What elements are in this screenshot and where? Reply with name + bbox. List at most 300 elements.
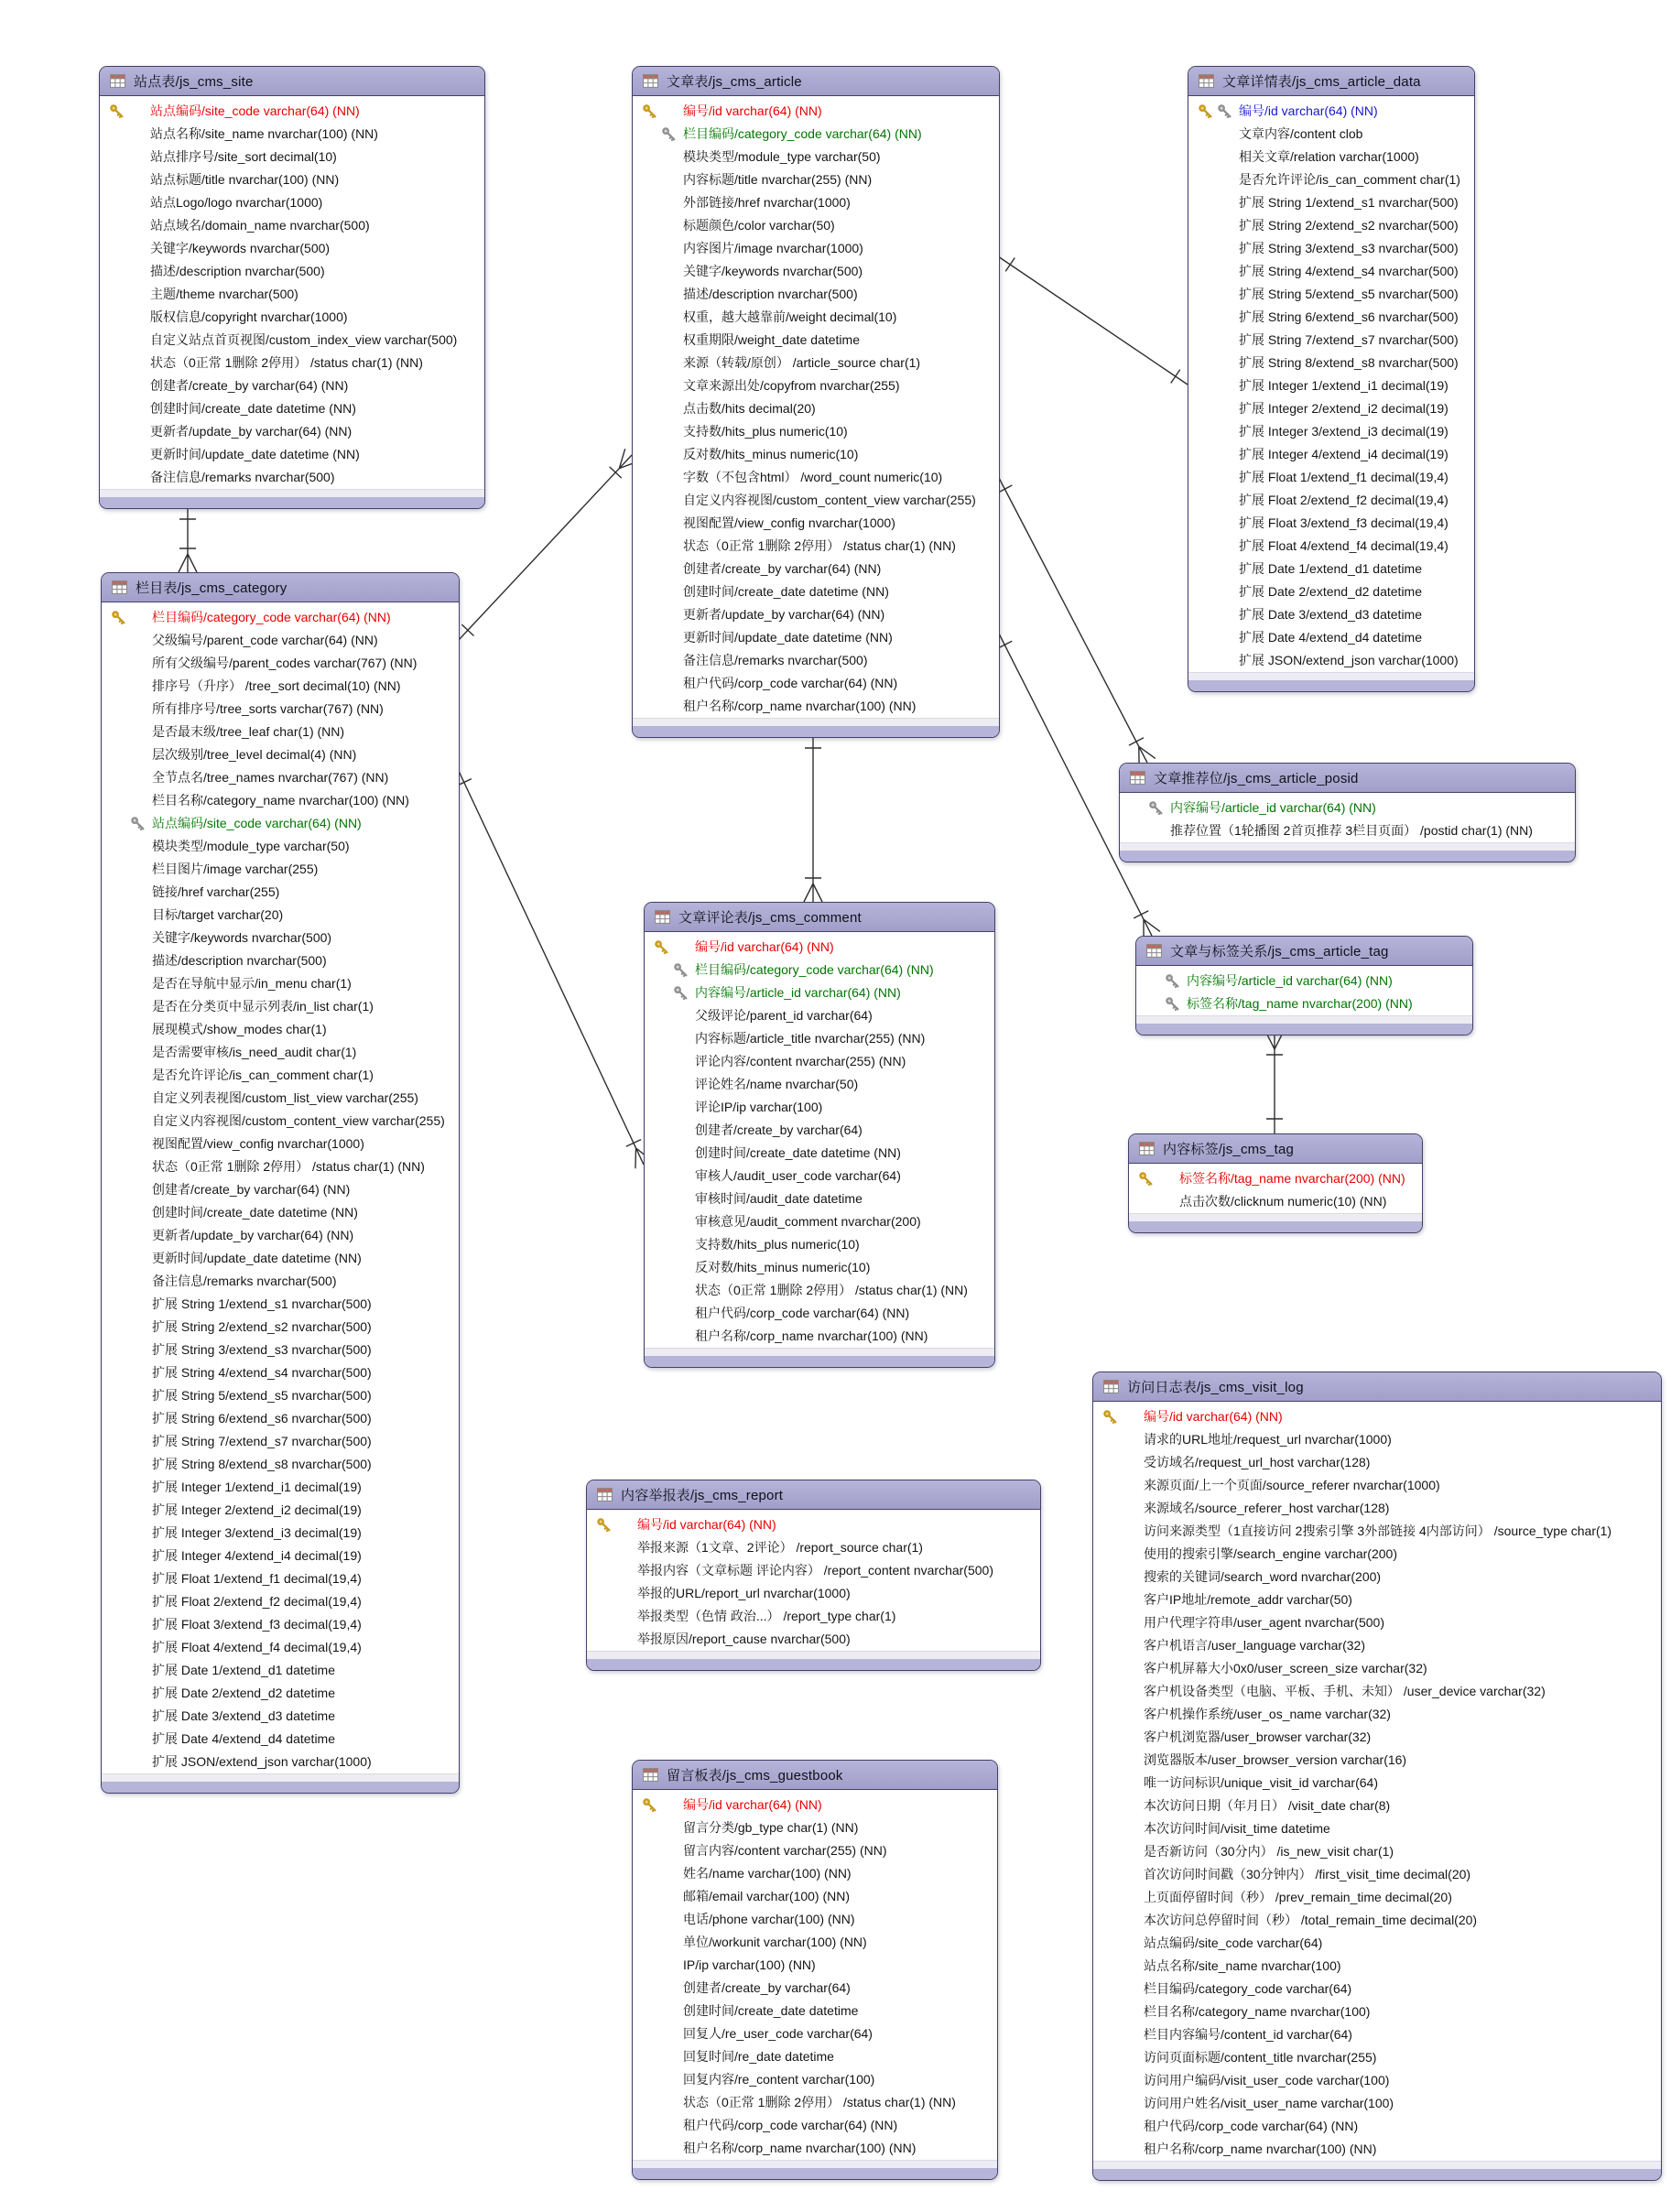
field-label: 标签名称/tag_name nvarchar(200) (NN) <box>1179 1171 1405 1186</box>
field-row-js_cms_category <box>102 1133 459 1155</box>
field-label: 内容编号/article_id varchar(64) (NN) <box>1170 800 1376 815</box>
field-label: 请求的URL地址/request_url nvarchar(1000) <box>1144 1432 1392 1447</box>
field-row-js_cms_visit_log <box>1093 1772 1661 1795</box>
field-row-js_cms_visit_log <box>1093 1955 1661 1978</box>
field-row-js_cms_article_tag <box>1136 992 1472 1015</box>
field-label: 自定义内容视图/custom_content_view varchar(255) <box>152 1113 445 1128</box>
field-row-js_cms_guestbook <box>633 1816 997 1839</box>
field-label: 扩展 Float 1/extend_f1 decimal(19,4) <box>1239 470 1449 484</box>
field-row-js_cms_guestbook <box>633 1885 997 1908</box>
field-row-js_cms_visit_log <box>1093 2138 1661 2161</box>
field-label: 层次级别/tree_level decimal(4) (NN) <box>152 747 357 762</box>
field-row-js_cms_article_data <box>1188 466 1474 489</box>
field-label: 站点编码/site_code varchar(64) (NN) <box>150 103 360 118</box>
field-label: 自定义内容视图/custom_content_view varchar(255) <box>683 493 976 507</box>
table-field-list <box>1136 966 1472 1015</box>
table-field-list <box>587 1510 1040 1651</box>
field-label: 是否允许评论/is_can_comment char(1) <box>152 1068 374 1082</box>
field-row-js_cms_article <box>633 283 999 306</box>
field-label: 栏目编码/category_code varchar(64) <box>1144 1981 1352 1996</box>
field-label: 备注信息/remarks nvarchar(500) <box>150 470 335 484</box>
field-row-js_cms_guestbook <box>633 2000 997 2022</box>
table-footer-inner <box>1188 672 1474 680</box>
table-footer <box>100 497 484 508</box>
field-label: 推荐位置（1轮播图 2首页推荐 3栏目页面） /postid char(1) (NN) <box>1170 823 1533 838</box>
field-row-js_cms_category <box>102 789 459 812</box>
field-row-js_cms_article_data <box>1188 397 1474 420</box>
field-label: 更新时间/update_date datetime (NN) <box>683 630 893 645</box>
table-title: 栏目表/js_cms_category <box>136 580 288 596</box>
table-field-list <box>633 96 999 718</box>
field-label: 站点Logo/logo nvarchar(1000) <box>150 195 323 210</box>
field-label: 举报原因/report_cause nvarchar(500) <box>637 1632 851 1646</box>
field-row-js_cms_article_data <box>1188 580 1474 603</box>
field-row-js_cms_comment <box>645 936 994 959</box>
table-header <box>633 67 999 96</box>
table-footer <box>102 1782 459 1793</box>
foreign-key-icon <box>130 816 146 831</box>
field-row-js_cms_comment <box>645 1279 994 1302</box>
field-row-js_cms_category <box>102 629 459 652</box>
field-label: 扩展 Date 3/extend_d3 datetime <box>1239 607 1423 622</box>
field-label: 扩展 JSON/extend_json varchar(1000) <box>152 1754 372 1769</box>
field-row-js_cms_visit_log <box>1093 1749 1661 1772</box>
field-row-js_cms_category <box>102 743 459 766</box>
field-row-js_cms_category <box>102 1247 459 1270</box>
field-row-js_cms_article <box>633 100 999 123</box>
field-row-js_cms_visit_log <box>1093 1497 1661 1520</box>
table-header <box>100 67 484 96</box>
field-row-js_cms_article_data <box>1188 306 1474 329</box>
field-label: 是否在分类页中显示列表/in_list char(1) <box>152 999 374 1014</box>
table-icon <box>110 74 125 88</box>
field-label: 留言分类/gb_type char(1) (NN) <box>683 1820 859 1835</box>
field-label: 创建者/create_by varchar(64) (NN) <box>150 378 349 393</box>
table-js_cms_report[interactable] <box>586 1480 1041 1671</box>
field-row-js_cms_category <box>102 1522 459 1545</box>
table-js_cms_article_tag[interactable] <box>1135 936 1473 1036</box>
field-row-js_cms_category <box>102 1407 459 1430</box>
field-row-js_cms_visit_log <box>1093 1451 1661 1474</box>
field-label: 自定义列表视图/custom_list_view varchar(255) <box>152 1090 418 1105</box>
field-row-js_cms_category <box>102 1751 459 1773</box>
field-label: 描述/description nvarchar(500) <box>683 287 858 301</box>
field-label: 租户名称/corp_name nvarchar(100) (NN) <box>683 2141 917 2155</box>
field-row-js_cms_guestbook <box>633 1839 997 1862</box>
field-label: 模块类型/module_type varchar(50) <box>683 149 881 164</box>
field-label: 单位/workunit varchar(100) (NN) <box>683 1935 867 1949</box>
field-label: 留言内容/content varchar(255) (NN) <box>683 1843 887 1858</box>
field-label: 扩展 JSON/extend_json varchar(1000) <box>1239 653 1459 667</box>
field-row-js_cms_article <box>633 306 999 329</box>
field-row-js_cms_article_data <box>1188 352 1474 374</box>
field-row-js_cms_report <box>587 1536 1040 1559</box>
field-label: 来源页面/上一个页面/source_referer nvarchar(1000) <box>1144 1478 1440 1492</box>
field-label: 站点编码/site_code varchar(64) <box>1144 1936 1323 1950</box>
field-row-js_cms_guestbook <box>633 1862 997 1885</box>
field-label: 父级编号/parent_code varchar(64) (NN) <box>152 633 378 647</box>
field-row-js_cms_category <box>102 1155 459 1178</box>
table-js_cms_category[interactable] <box>101 572 460 1794</box>
field-label: 栏目内容编号/content_id varchar(64) <box>1144 2027 1352 2042</box>
field-label: 客户IP地址/remote_addr varchar(50) <box>1144 1592 1352 1607</box>
field-label: 展现模式/show_modes char(1) <box>152 1022 327 1036</box>
field-row-js_cms_visit_log <box>1093 1840 1661 1863</box>
primary-key-icon <box>642 103 657 119</box>
table-title: 访问日志表/js_cms_visit_log <box>1127 1380 1304 1395</box>
field-row-js_cms_category <box>102 1041 459 1064</box>
field-row-js_cms_visit_log <box>1093 1978 1661 2001</box>
field-row-js_cms_site <box>100 443 484 466</box>
field-label: 是否新访问（30分内） /is_new_visit char(1) <box>1144 1844 1394 1859</box>
field-label: 举报类型（色情 政治...） /report_type char(1) <box>637 1609 896 1623</box>
field-label: 租户代码/corp_code varchar(64) (NN) <box>695 1306 910 1320</box>
field-row-js_cms_guestbook <box>633 2022 997 2045</box>
field-row-js_cms_article <box>633 695 999 718</box>
field-row-js_cms_site <box>100 283 484 306</box>
table-js_cms_article_data[interactable] <box>1188 66 1475 692</box>
field-row-js_cms_site <box>100 329 484 352</box>
field-row-js_cms_article_data <box>1188 123 1474 146</box>
field-label: 租户名称/corp_name nvarchar(100) (NN) <box>1144 2142 1377 2156</box>
field-row-js_cms_comment <box>645 1050 994 1073</box>
field-row-js_cms_site <box>100 123 484 146</box>
field-label: 内容标题/article_title nvarchar(255) (NN) <box>695 1031 926 1046</box>
field-row-js_cms_article_posid <box>1120 797 1575 819</box>
field-label: 站点名称/site_name nvarchar(100) (NN) <box>150 126 378 141</box>
field-label: 编号/id varchar(64) (NN) <box>637 1517 776 1532</box>
field-row-js_cms_article <box>633 237 999 260</box>
field-label: 审核意见/audit_comment nvarchar(200) <box>695 1214 921 1229</box>
field-label: 反对数/hits_minus numeric(10) <box>695 1260 871 1274</box>
table-js_cms_site[interactable] <box>99 66 485 509</box>
foreign-key-icon <box>1165 996 1180 1012</box>
field-label: 扩展 Date 2/extend_d2 datetime <box>1239 584 1423 599</box>
field-label: 电话/phone varchar(100) (NN) <box>683 1912 855 1926</box>
field-row-js_cms_article_tag <box>1136 970 1472 992</box>
field-row-js_cms_category <box>102 1545 459 1567</box>
field-label: 创建者/create_by varchar(64) (NN) <box>152 1182 351 1197</box>
field-row-js_cms_visit_log <box>1093 1932 1661 1955</box>
field-label: 创建时间/create_date datetime <box>683 2003 859 2018</box>
field-label: 编号/id varchar(64) (NN) <box>683 1797 822 1812</box>
field-label: 栏目编码/category_code varchar(64) (NN) <box>695 962 934 977</box>
field-label: 状态（0正常 1删除 2停用） /status char(1) (NN) <box>152 1159 425 1174</box>
field-label: 扩展 String 3/extend_s3 nvarchar(500) <box>152 1342 372 1357</box>
field-label: 关键字/keywords nvarchar(500) <box>683 264 863 278</box>
field-label: 来源域名/source_referer_host varchar(128) <box>1144 1501 1390 1515</box>
field-label: 扩展 String 4/extend_s4 nvarchar(500) <box>152 1365 372 1380</box>
table-js_cms_guestbook[interactable] <box>632 1760 998 2180</box>
field-label: 状态（0正常 1删除 2停用） /status char(1) (NN) <box>683 538 956 553</box>
field-row-js_cms_article_posid <box>1120 819 1575 842</box>
field-label: 回复时间/re_date datetime <box>683 2049 834 2064</box>
field-row-js_cms_category <box>102 881 459 904</box>
field-label: 租户名称/corp_name nvarchar(100) (NN) <box>695 1328 928 1343</box>
table-icon <box>112 580 127 594</box>
field-label: 备注信息/remarks nvarchar(500) <box>683 653 868 667</box>
field-label: 是否最末级/tree_leaf char(1) (NN) <box>152 724 345 739</box>
field-label: 评论姓名/name nvarchar(50) <box>695 1077 859 1091</box>
field-row-js_cms_article_data <box>1188 603 1474 626</box>
table-footer <box>1093 2169 1661 2180</box>
field-row-js_cms_site <box>100 397 484 420</box>
field-row-js_cms_article_data <box>1188 329 1474 352</box>
field-row-js_cms_article_data <box>1188 626 1474 649</box>
table-footer <box>645 1356 994 1367</box>
field-label: 扩展 Float 3/extend_f3 decimal(19,4) <box>1239 515 1449 530</box>
field-label: 访问页面标题/content_title nvarchar(255) <box>1144 2050 1377 2065</box>
field-label: 扩展 Integer 4/extend_i4 decimal(19) <box>1239 447 1449 461</box>
field-row-js_cms_guestbook <box>633 2045 997 2068</box>
field-row-js_cms_category <box>102 995 459 1018</box>
table-icon <box>655 910 670 924</box>
field-row-js_cms_article_data <box>1188 100 1474 123</box>
field-row-js_cms_report <box>587 1559 1040 1582</box>
table-field-list <box>1093 1402 1661 2161</box>
field-label: 权重，越大越靠前/weight decimal(10) <box>683 309 897 324</box>
table-icon <box>597 1488 613 1502</box>
field-row-js_cms_comment <box>645 1027 994 1050</box>
field-row-js_cms_category <box>102 1361 459 1384</box>
field-label: 全节点名/tree_names nvarchar(767) (NN) <box>152 770 389 785</box>
field-row-js_cms_article <box>633 374 999 397</box>
field-row-js_cms_comment <box>645 1210 994 1233</box>
field-row-js_cms_category <box>102 1613 459 1636</box>
field-label: 租户代码/corp_code varchar(64) (NN) <box>683 2118 898 2132</box>
field-row-js_cms_article_data <box>1188 649 1474 672</box>
field-row-js_cms_guestbook <box>633 2137 997 2160</box>
field-label: 站点标题/title nvarchar(100) (NN) <box>150 172 340 187</box>
table-icon <box>643 74 658 88</box>
field-label: 内容编号/article_id varchar(64) (NN) <box>1187 973 1393 988</box>
table-icon <box>1199 74 1214 88</box>
table-header <box>1120 764 1575 793</box>
field-row-js_cms_visit_log <box>1093 1428 1661 1451</box>
field-label: 访问用户编码/visit_user_code varchar(100) <box>1144 2073 1390 2087</box>
field-label: 栏目图片/image varchar(255) <box>152 862 319 876</box>
field-label: 描述/description nvarchar(500) <box>150 264 325 278</box>
field-row-js_cms_article <box>633 329 999 352</box>
field-label: 编号/id varchar(64) (NN) <box>695 939 834 954</box>
field-label: 访问用户姓名/visit_user_name varchar(100) <box>1144 2096 1394 2110</box>
field-label: 扩展 Float 4/extend_f4 decimal(19,4) <box>1239 538 1449 553</box>
field-row-js_cms_tag <box>1129 1190 1422 1213</box>
foreign-key-icon <box>1217 103 1232 119</box>
field-label: 更新者/update_by varchar(64) (NN) <box>683 607 885 622</box>
field-row-js_cms_category <box>102 949 459 972</box>
foreign-key-icon <box>661 126 677 142</box>
field-row-js_cms_category <box>102 1453 459 1476</box>
field-label: 相关文章/relation varchar(1000) <box>1239 149 1419 164</box>
field-label: 扩展 String 5/extend_s5 nvarchar(500) <box>152 1388 372 1403</box>
field-label: 栏目编码/category_code varchar(64) (NN) <box>152 610 391 624</box>
field-row-js_cms_comment <box>645 1233 994 1256</box>
field-label: 主题/theme nvarchar(500) <box>150 287 298 301</box>
table-js_cms_article[interactable] <box>632 66 1000 738</box>
field-label: 扩展 Integer 3/extend_i3 decimal(19) <box>152 1525 362 1540</box>
field-label: 视图配置/view_config nvarchar(1000) <box>683 515 895 530</box>
field-row-js_cms_category <box>102 675 459 698</box>
field-label: 审核时间/audit_date datetime <box>695 1191 863 1206</box>
field-label: 扩展 String 2/extend_s2 nvarchar(500) <box>152 1319 372 1334</box>
table-footer-inner <box>1129 1213 1422 1221</box>
table-header <box>633 1761 997 1790</box>
field-label: 扩展 Integer 1/extend_i1 decimal(19) <box>152 1480 362 1494</box>
field-label: 所有父级编号/parent_codes varchar(767) (NN) <box>152 656 418 670</box>
connector-category-comment <box>457 769 652 1168</box>
field-label: 标题颜色/color varchar(50) <box>683 218 835 233</box>
field-label: 站点名称/site_name nvarchar(100) <box>1144 1958 1341 1973</box>
table-footer <box>1129 1221 1422 1232</box>
field-label: 扩展 Date 2/extend_d2 datetime <box>152 1686 336 1700</box>
field-label: 租户名称/corp_name nvarchar(100) (NN) <box>683 699 917 713</box>
field-row-js_cms_site <box>100 146 484 168</box>
field-label: 扩展 String 5/extend_s5 nvarchar(500) <box>1239 287 1459 301</box>
field-label: 扩展 String 7/extend_s7 nvarchar(500) <box>152 1434 372 1448</box>
field-label: 是否在导航中显示/in_menu char(1) <box>152 976 352 991</box>
table-footer-inner <box>1120 842 1575 851</box>
field-row-js_cms_article_data <box>1188 146 1474 168</box>
field-label: 支持数/hits_plus numeric(10) <box>695 1237 860 1252</box>
table-js_cms_tag[interactable] <box>1128 1133 1423 1233</box>
table-field-list <box>102 602 459 1773</box>
connector-article-article_data <box>998 256 1188 385</box>
table-icon <box>1146 944 1162 958</box>
field-label: 扩展 Date 4/extend_d4 datetime <box>1239 630 1423 645</box>
field-label: 编号/id varchar(64) (NN) <box>1144 1409 1283 1424</box>
primary-key-icon <box>1102 1409 1118 1425</box>
field-row-js_cms_category <box>102 1682 459 1705</box>
field-row-js_cms_category <box>102 1339 459 1361</box>
field-label: 扩展 String 4/extend_s4 nvarchar(500) <box>1239 264 1459 278</box>
field-label: 更新时间/update_date datetime (NN) <box>152 1251 362 1265</box>
field-label: 栏目编码/category_code varchar(64) (NN) <box>683 126 922 141</box>
field-row-js_cms_category <box>102 1728 459 1751</box>
field-label: 链接/href varchar(255) <box>152 884 280 899</box>
table-footer <box>1136 1024 1472 1035</box>
field-row-js_cms_guestbook <box>633 2114 997 2137</box>
field-row-js_cms_site <box>100 214 484 237</box>
field-row-js_cms_visit_log <box>1093 1817 1661 1840</box>
table-js_cms_visit_log[interactable] <box>1092 1372 1662 2181</box>
field-label: 是否需要审核/is_need_audit char(1) <box>152 1045 357 1059</box>
field-row-js_cms_article_data <box>1188 512 1474 535</box>
field-row-js_cms_article <box>633 397 999 420</box>
field-label: 点击次数/clicknum numeric(10) (NN) <box>1179 1194 1387 1209</box>
table-js_cms_comment[interactable] <box>644 902 995 1368</box>
field-row-js_cms_comment <box>645 1256 994 1279</box>
field-label: 内容编号/article_id varchar(64) (NN) <box>695 985 901 1000</box>
field-label: 浏览器版本/user_browser_version varchar(16) <box>1144 1752 1407 1767</box>
field-row-js_cms_category <box>102 1705 459 1728</box>
field-row-js_cms_category <box>102 1201 459 1224</box>
field-label: 所有排序号/tree_sorts varchar(767) (NN) <box>152 701 384 716</box>
field-label: 文章内容/content clob <box>1239 126 1363 141</box>
table-js_cms_article_posid[interactable] <box>1119 763 1576 862</box>
field-row-js_cms_comment <box>645 1302 994 1325</box>
field-row-js_cms_article <box>633 649 999 672</box>
primary-key-icon <box>1198 103 1213 119</box>
table-title: 站点表/js_cms_site <box>134 74 254 90</box>
field-row-js_cms_article_data <box>1188 191 1474 214</box>
field-row-js_cms_comment <box>645 1165 994 1187</box>
field-label: 租户代码/corp_code varchar(64) (NN) <box>1144 2119 1359 2133</box>
table-title: 文章与标签关系/js_cms_article_tag <box>1170 944 1389 960</box>
field-row-js_cms_article <box>633 580 999 603</box>
field-label: 是否允许评论/is_can_comment char(1) <box>1239 172 1460 187</box>
field-label: 回复内容/re_content varchar(100) <box>683 2072 875 2087</box>
field-label: 扩展 String 7/extend_s7 nvarchar(500) <box>1239 332 1459 347</box>
field-row-js_cms_category <box>102 1659 459 1682</box>
field-row-js_cms_category <box>102 1430 459 1453</box>
field-label: 字数（不包含html） /word_count numeric(10) <box>683 470 943 484</box>
table-footer-inner <box>100 489 484 497</box>
field-row-js_cms_article <box>633 191 999 214</box>
field-row-js_cms_article <box>633 626 999 649</box>
field-label: 站点排序号/site_sort decimal(10) <box>150 149 337 164</box>
field-label: 扩展 String 8/extend_s8 nvarchar(500) <box>152 1457 372 1471</box>
table-title: 留言板表/js_cms_guestbook <box>667 1768 843 1784</box>
table-footer <box>587 1659 1040 1670</box>
field-label: 客户机设备类型（电脑、平板、手机、未知） /user_device varchar(32) <box>1144 1684 1546 1698</box>
field-row-js_cms_visit_log <box>1093 1886 1661 1909</box>
field-label: 点击数/hits decimal(20) <box>683 401 816 416</box>
table-icon <box>1139 1142 1155 1155</box>
field-row-js_cms_article_data <box>1188 237 1474 260</box>
field-label: 内容标题/title nvarchar(255) (NN) <box>683 172 873 187</box>
field-row-js_cms_category <box>102 927 459 949</box>
field-label: 状态（0正常 1删除 2停用） /status char(1) (NN) <box>150 355 423 370</box>
table-header <box>1188 67 1474 96</box>
field-label: 栏目名称/category_name nvarchar(100) <box>1144 2004 1371 2019</box>
primary-key-icon <box>111 610 126 625</box>
field-row-js_cms_visit_log <box>1093 1863 1661 1886</box>
field-row-js_cms_report <box>587 1582 1040 1605</box>
field-row-js_cms_article <box>633 352 999 374</box>
field-label: 举报的URL/report_url nvarchar(1000) <box>637 1586 851 1600</box>
field-label: 状态（0正常 1删除 2停用） /status char(1) (NN) <box>695 1283 968 1297</box>
field-label: 创建时间/create_date datetime (NN) <box>695 1145 901 1160</box>
table-field-list <box>1120 793 1575 842</box>
table-title: 内容标签/js_cms_tag <box>1163 1142 1295 1157</box>
field-row-js_cms_article <box>633 168 999 191</box>
field-row-js_cms_article <box>633 672 999 695</box>
field-label: 评论内容/content nvarchar(255) (NN) <box>695 1054 906 1068</box>
field-row-js_cms_visit_log <box>1093 1634 1661 1657</box>
field-label: 上页面停留时间（秒） /prev_remain_time decimal(20) <box>1144 1890 1452 1904</box>
table-footer <box>1188 680 1474 691</box>
field-row-js_cms_report <box>587 1605 1040 1628</box>
field-label: 搜索的关键词/search_word nvarchar(200) <box>1144 1569 1382 1584</box>
field-row-js_cms_category <box>102 835 459 858</box>
field-label: 更新者/update_by varchar(64) (NN) <box>150 424 353 439</box>
field-row-js_cms_visit_log <box>1093 1543 1661 1566</box>
field-row-js_cms_guestbook <box>633 2091 997 2114</box>
field-row-js_cms_comment <box>645 981 994 1004</box>
field-row-js_cms_visit_log <box>1093 1566 1661 1589</box>
field-row-js_cms_article_data <box>1188 374 1474 397</box>
field-row-js_cms_category <box>102 1316 459 1339</box>
field-row-js_cms_article_data <box>1188 260 1474 283</box>
table-footer-inner <box>1136 1015 1472 1024</box>
field-label: 使用的搜索引擎/search_engine varchar(200) <box>1144 1546 1397 1561</box>
field-row-js_cms_category <box>102 1636 459 1659</box>
field-row-js_cms_tag <box>1129 1167 1422 1190</box>
foreign-key-icon <box>673 985 689 1001</box>
field-row-js_cms_site <box>100 352 484 374</box>
field-label: 创建时间/create_date datetime (NN) <box>150 401 356 416</box>
